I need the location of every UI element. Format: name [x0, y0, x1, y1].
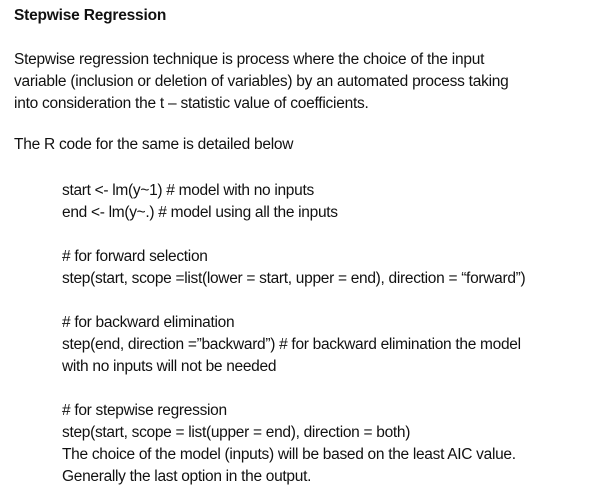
paragraph-line: into consideration the t – statistic value of coefficients.	[14, 95, 369, 112]
note-line: Generally the last option in the output.	[62, 468, 312, 485]
intro-text: The R code for the same is detailed below	[14, 136, 294, 153]
code-line: with no inputs will not be needed	[62, 358, 277, 375]
document-title: Stepwise Regression	[14, 7, 167, 24]
code-block-backward-elimination	[62, 312, 598, 378]
code-line: start <- lm(y~1) # model with no inputs	[62, 182, 314, 199]
code-line: step(start, scope =list(lower = start, upper = end), direction = “forward”)	[62, 270, 526, 287]
paragraph-line: Stepwise regression technique is process where the choice of the input	[14, 51, 485, 68]
code-comment: # for backward elimination	[62, 314, 235, 331]
code-line: step(start, scope = list(upper = end), direction = both)	[62, 424, 411, 441]
paragraph-line: variable (inclusion or deletion of variables) by an automated process taking	[14, 73, 509, 90]
code-block-model-definition	[62, 180, 598, 224]
code-comment: # for stepwise regression	[62, 402, 227, 419]
note-line: The choice of the model (inputs) will be based on the least AIC value.	[62, 446, 516, 463]
code-comment: # for forward selection	[62, 248, 208, 265]
code-block-stepwise-regression	[62, 400, 598, 488]
code-line: step(end, direction =”backward”) # for backward elimination the model	[62, 336, 521, 353]
code-block-forward-selection	[62, 246, 598, 290]
description-paragraph	[14, 49, 594, 115]
code-line: end <- lm(y~.) # model using all the inputs	[62, 204, 338, 221]
